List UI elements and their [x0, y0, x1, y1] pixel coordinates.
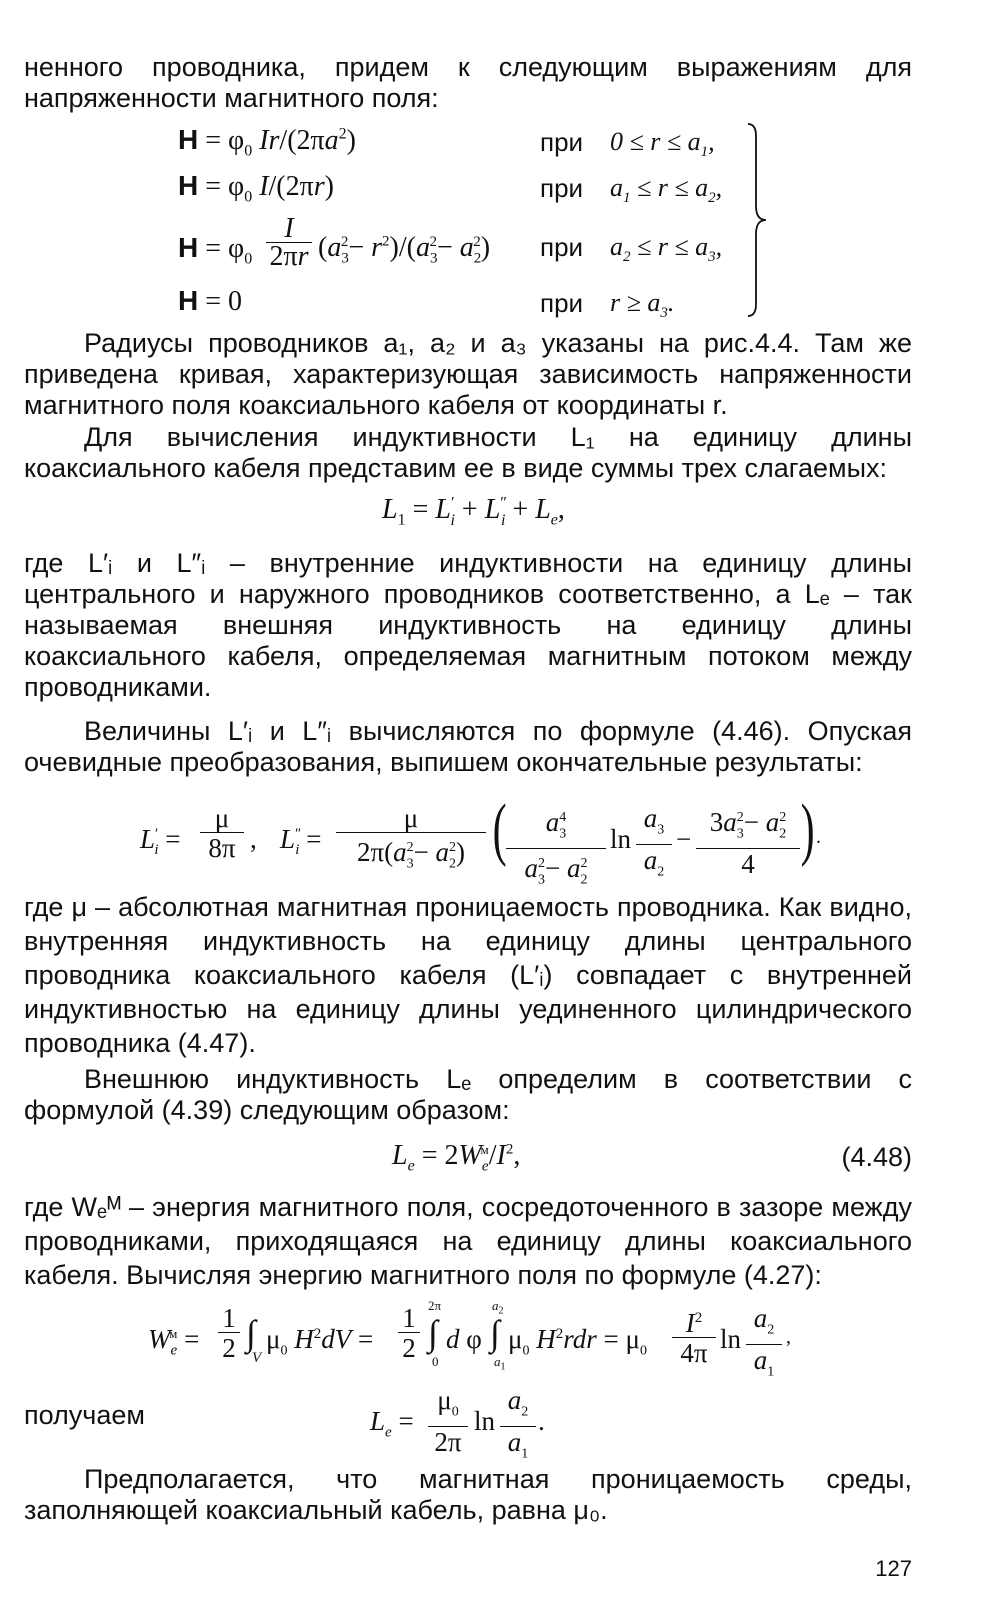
paragraph-3: Для вычисления индуктивности L₁ на единицу длины коаксиального кабеля представим ее в виде суммы трех слагаемых:	[24, 422, 912, 483]
system-row-1-lhs: $H = \varphi_0$ $Ir/(2\pi a^2)$	[178, 124, 356, 160]
paragraph-7: Внешнюю индуктивность Lₑ определим в соответствии с формулой (4.39) следующим образом:	[24, 1064, 912, 1125]
equation-external-inductance: $L_e$ = $\mu_0$ 2π ln $a_2$ $a_1$ .	[370, 1385, 545, 1462]
paragraph-9: получаем	[24, 1400, 145, 1430]
equation-4-48: $L_e = 2W_e^м/I^2$,	[392, 1140, 521, 1175]
paragraph-5: Величины L′ᵢ и L″ᵢ вычисляются по формуле (4.46). Опуская очевидные преобразования, выпишем окончательные результаты:	[24, 716, 912, 777]
field-equations-system: $H = \varphi_0$ $Ir/(2\pi a^2)$ при $0 \le r \le a_1$, $H = \varphi_0$ I/(2πr) при $a_1 \le r \le a_2$, $H = \varphi_0$ I 2πr $(a_3^2- r^2)/(a_3^2- a_2^2)$ при $a_2 \le r \le a_3$, H = 0 при $r \ge a_3$.	[0, 0, 996, 330]
right-brace-icon	[746, 122, 768, 318]
system-row-4-lhs: H = 0	[178, 285, 243, 317]
paragraph-4: где L′ᵢ и L″ᵢ – внутренние индуктивности на единицу длины центрального и наружного проводников соответственно, а Lₑ – так называемая внешняя индуктивность на единицу длины коаксиального кабеля, определяемая магнитным потоком между проводниками.	[24, 548, 912, 702]
system-row-2-lhs: $H = \varphi_0$ I/(2πr)	[178, 170, 334, 206]
equation-magnetic-energy: $W_e^м$ = 1 2 ∫ V $\mu_0$ $H^2dV$ = 1 2 2π ∫ 0 d φ $a_2$ ∫ $a_1$ $\mu_0$ $H^2rdr = \mu_0$ $I^2$ 4π ln $a_2$ $a_1$ ,	[148, 1298, 791, 1380]
paragraph-2: Радиусы проводников a₁, a₂ и a₃ указаны на рис.4.4. Там же приведена кривая, характеризующая зависимость напряженности магнитного поля коаксиального кабеля от координаты r.	[24, 328, 912, 420]
equation-number: (4.48)	[841, 1142, 912, 1172]
paragraph-6: где μ – абсолютная магнитная проницаемость проводника. Как видно, внутренняя индуктивность на единицу длины центрального проводника коаксиального кабеля (L′ᵢ) совпадает с внутренней индуктивностью на единицу длины уединенного цилиндрического проводника (4.47).	[24, 892, 912, 1058]
paragraph-10: Предполагается, что магнитная проницаемость среды, заполняющей коаксиальный кабель, равна μ₀.	[24, 1464, 912, 1525]
paragraph-8: где Wₑᴹ – энергия магнитного поля, сосредоточенного в зазоре между проводниками, приходящаяся на единицу длины коаксиального кабеля. Вычисляя энергию магнитного поля по формуле (4.27):	[24, 1192, 912, 1290]
equation-inductance-sum: $L_1 = L'_i + L''_i + L_e$,	[382, 494, 565, 529]
paragraph-1: ненного проводника, придем к следующим выражениям для напряженности магнитного поля:	[24, 52, 912, 113]
page-number: 127	[875, 1556, 912, 1581]
equation-internal-inductances: $L'_i$ = μ 8π , $L''_i$ = μ $2\pi(a_3^2- a_2^2)$ ( $a_3^4$ $a_3^2- a_2^2$ ln $a_3$ $a_2$ − $3a_3^2- a_2^2$ 4 ) .	[140, 791, 821, 888]
